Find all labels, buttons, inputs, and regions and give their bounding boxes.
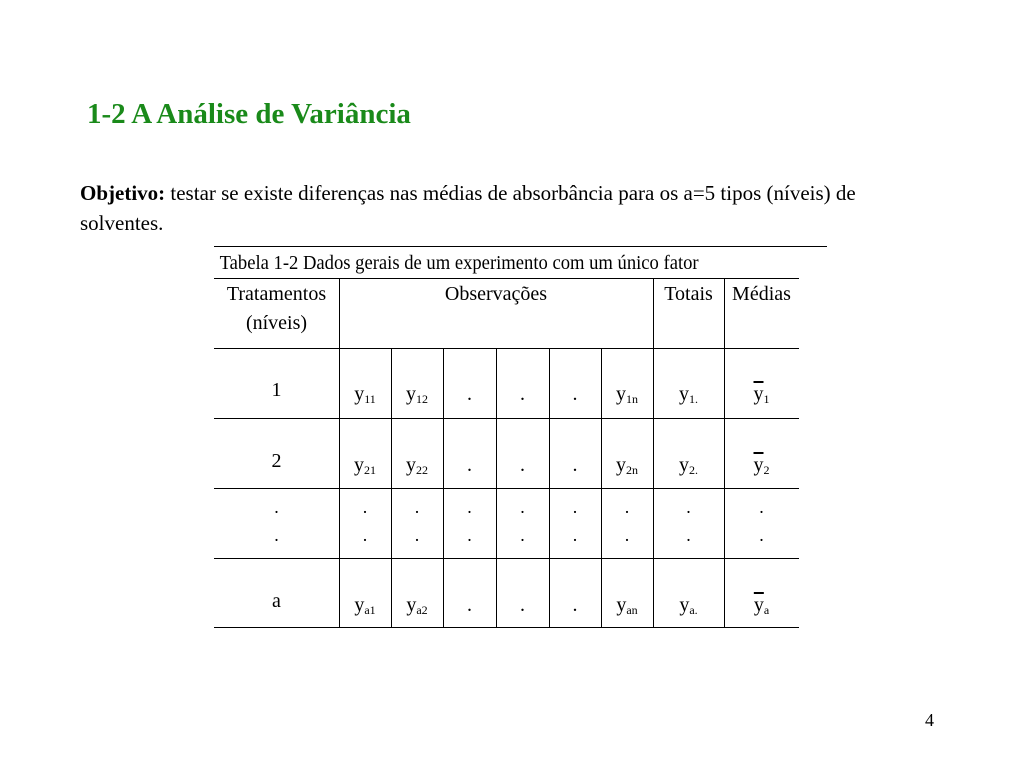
- ellipsis-dot: .: [467, 525, 472, 545]
- observation-cell: $y_{22}$: [406, 454, 428, 477]
- observation-cell: $y_{a2}$: [406, 594, 428, 617]
- observation-cell: .: [520, 454, 525, 476]
- observation-cell: .: [467, 383, 472, 405]
- ellipsis-dot: .: [362, 525, 368, 545]
- ellipsis-dot: .: [759, 497, 764, 517]
- ellipsis-dot: .: [572, 497, 578, 517]
- observation-cell: .: [467, 454, 472, 476]
- observation-cell: $y_{an}$: [616, 594, 638, 617]
- observation-cell: .: [520, 383, 525, 405]
- observation-cell: $y_{a1}$: [354, 594, 376, 617]
- header-treatments: Tratamentos: [226, 283, 327, 305]
- objective-text: testar se existe diferenças nas médias de absorbância para os a=5 tipos (níveis) de solventes.: [80, 181, 856, 235]
- ellipsis-dot: .: [520, 497, 525, 517]
- observation-cell: .: [467, 594, 472, 616]
- ellipsis-dot: .: [274, 525, 279, 545]
- ellipsis-dot: .: [520, 525, 525, 545]
- ellipsis-dot: .: [572, 525, 578, 545]
- page-number: 4: [925, 710, 934, 730]
- total-cell: $y_{2.}$: [679, 454, 698, 477]
- ellipsis-dot: .: [274, 497, 279, 517]
- table-rule: [214, 558, 799, 559]
- ellipsis-dot: .: [414, 497, 420, 517]
- mean-cell: $\overline{y}_2$: [753, 454, 770, 477]
- observation-cell: .: [572, 594, 578, 616]
- header-totals: Totais: [664, 283, 713, 305]
- row-label: a: [272, 590, 281, 612]
- table-rule: [214, 348, 799, 349]
- header-treatments-sub: (níveis): [245, 312, 308, 334]
- header-means: Médias: [732, 283, 791, 305]
- ellipsis-dot: .: [624, 525, 630, 545]
- objective-paragraph: [80, 178, 930, 238]
- observation-cell: $y_{1n}$: [616, 383, 638, 406]
- table-rule: [214, 488, 799, 489]
- mean-cell: $\overline{y}_1$: [753, 383, 770, 406]
- table-rule: [214, 246, 827, 247]
- table-rule: [214, 418, 799, 419]
- ellipsis-dot: .: [759, 525, 764, 545]
- ellipsis-dot: .: [624, 497, 630, 517]
- ellipsis-dot: .: [686, 497, 691, 517]
- row-label: 2: [271, 450, 282, 472]
- table-rule: [214, 627, 799, 628]
- header-observations: Observações: [444, 283, 548, 305]
- mean-cell: $\overline{y}_a$: [753, 594, 770, 617]
- observation-cell: $y_{2n}$: [616, 454, 638, 477]
- observation-cell: $y_{12}$: [406, 383, 428, 406]
- observation-cell: .: [520, 594, 525, 616]
- ellipsis-dot: .: [467, 497, 472, 517]
- objective-label: Objetivo:: [80, 181, 166, 205]
- total-cell: $y_{1.}$: [679, 383, 698, 406]
- observation-cell: $y_{11}$: [354, 383, 376, 406]
- observation-cell: .: [572, 383, 578, 405]
- ellipsis-dot: .: [362, 497, 368, 517]
- slide-title: 1-2 A Análise de Variância: [87, 98, 411, 130]
- table-rule: [214, 278, 799, 279]
- observation-cell: $y_{21}$: [354, 454, 376, 477]
- table-caption: Tabela 1-2 Dados gerais de um experimento com um único fator: [219, 252, 699, 274]
- ellipsis-dot: .: [414, 525, 420, 545]
- ellipsis-dot: .: [686, 525, 691, 545]
- row-label: 1: [271, 379, 282, 401]
- observation-cell: .: [572, 454, 578, 476]
- total-cell: $y_{a.}$: [679, 594, 698, 617]
